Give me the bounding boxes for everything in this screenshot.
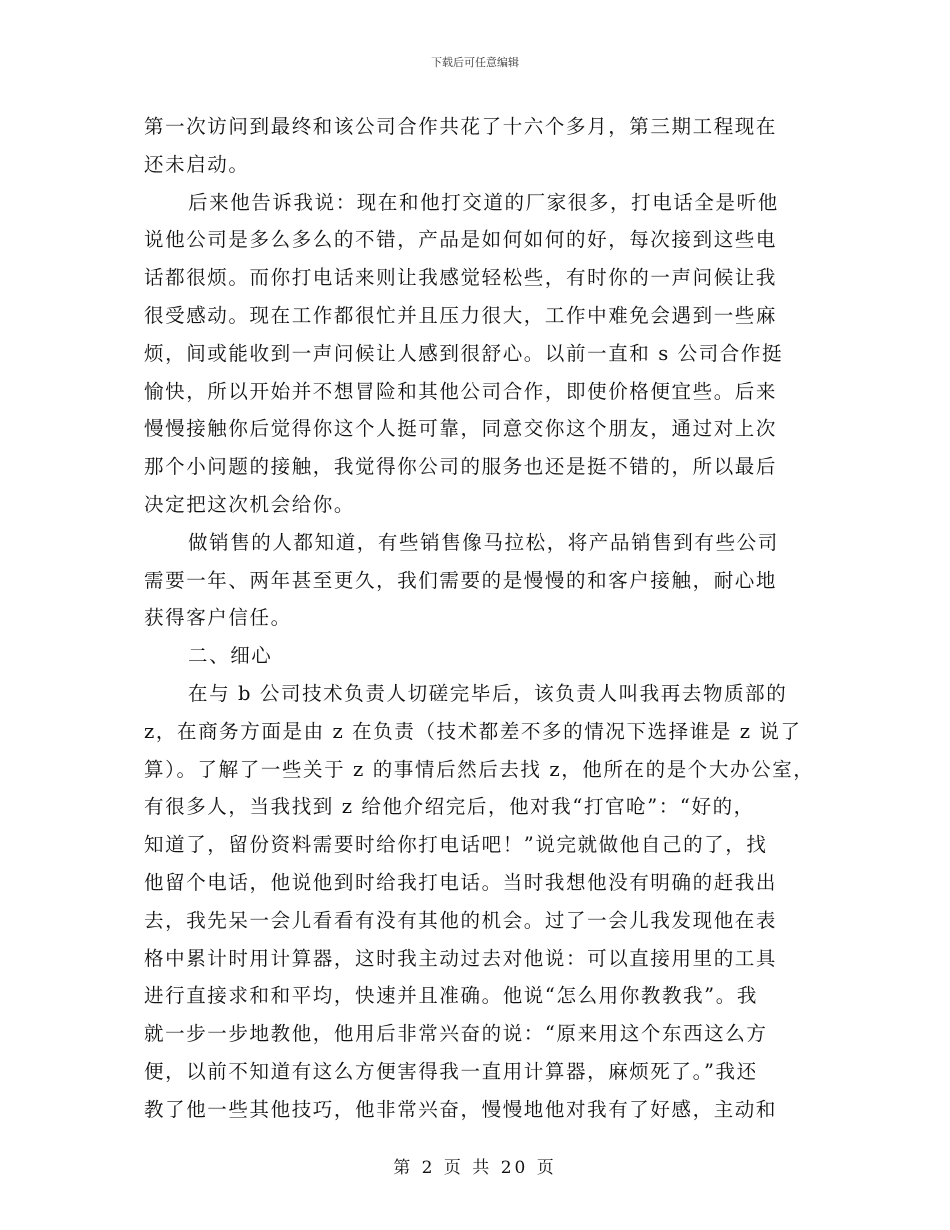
text-line: 他留个电话，他说他到时给我打电话。当时我想他没有明确的赶我出: [144, 870, 778, 894]
text-line: 愉快，所以开始并不想冒险和其他公司合作，即使价格便宜些。后来: [144, 379, 778, 403]
text-line: 慢慢接触你后觉得你这个人挺可靠，同意交你这个朋友，通过对上次: [144, 417, 778, 441]
document-body: [144, 108, 824, 1129]
text-line: 知道了，留份资料需要时给你打电话吧！”说完就做他自己的了，找: [144, 833, 768, 857]
text-line: 烦，间或能收到一声问候让人感到很舒心。以前一直和 s 公司合作挺: [144, 341, 784, 365]
text-line: 决定把这次机会给你。: [144, 492, 356, 516]
text-line: 做销售的人都知道，有些销售像马拉松，将产品销售到有些公司: [188, 530, 779, 554]
text-line: 在与 b 公司技术负责人切磋完毕后，该负责人叫我再去物质部的: [188, 681, 788, 705]
text-line: 进行直接求和和平均，快速并且准确。他说“怎么用你教教我”。我: [144, 984, 758, 1008]
text-line: 便，以前不知道有这么方便害得我一直用计算器，麻烦死了。”我还: [144, 1059, 758, 1083]
text-line: 二、细心: [188, 644, 273, 668]
text-line: 教了他一些其他技巧，他非常兴奋，慢慢地他对我有了好感，主动和: [144, 1097, 778, 1121]
page-footer: 第 2 页 共 20 页: [393, 1158, 557, 1178]
text-line: 还未启动。: [144, 152, 250, 176]
text-line: 第一次访问到最终和该公司合作共花了十六个多月，第三期工程现在: [144, 115, 778, 138]
text-line: 格中累计时用计算器，这时我主动过去对他说：可以直接用里的工具: [144, 946, 778, 970]
text-line: 那个小问题的接触，我觉得你公司的服务也还是挺不错的，所以最后: [144, 455, 778, 479]
text-line: 就一步一步地教他，他用后非常兴奋的说：“原来用这个东西这么方: [144, 1022, 768, 1046]
text-line: 话都很烦。而你打电话来则让我感觉轻松些，有时你的一声问候让我: [144, 266, 778, 290]
page-header: 下载后可任意编辑: [431, 56, 519, 69]
text-line: 后来他告诉我说：现在和他打交道的厂家很多，打电话全是听他: [188, 190, 779, 214]
text-line: 很受感动。现在工作都很忙并且压力很大，工作中难免会遇到一些麻: [144, 303, 778, 327]
text-line: 获得客户信任。: [144, 606, 292, 630]
text-line: 需要一年、两年甚至更久，我们需要的是慢慢的和客户接触，耐心地: [144, 568, 778, 592]
text-line: 有很多人，当我找到 z 给他介绍完后，他对我“打官呛”：“好的，: [144, 795, 755, 819]
text-line: 去，我先呆一会儿看看有没有其他的机会。过了一会儿我发现他在表: [144, 908, 778, 932]
text-line: z，在商务方面是由 z 在负责（技术都差不多的情况下选择谁是 z 说了: [144, 719, 802, 743]
text-line: 说他公司是多么多么的不错，产品是如何如何的好，每次接到这些电: [144, 228, 778, 252]
text-line: 算）。了解了一些关于 z 的事情后然后去找 z，他所在的是个大办公室，: [144, 757, 815, 781]
